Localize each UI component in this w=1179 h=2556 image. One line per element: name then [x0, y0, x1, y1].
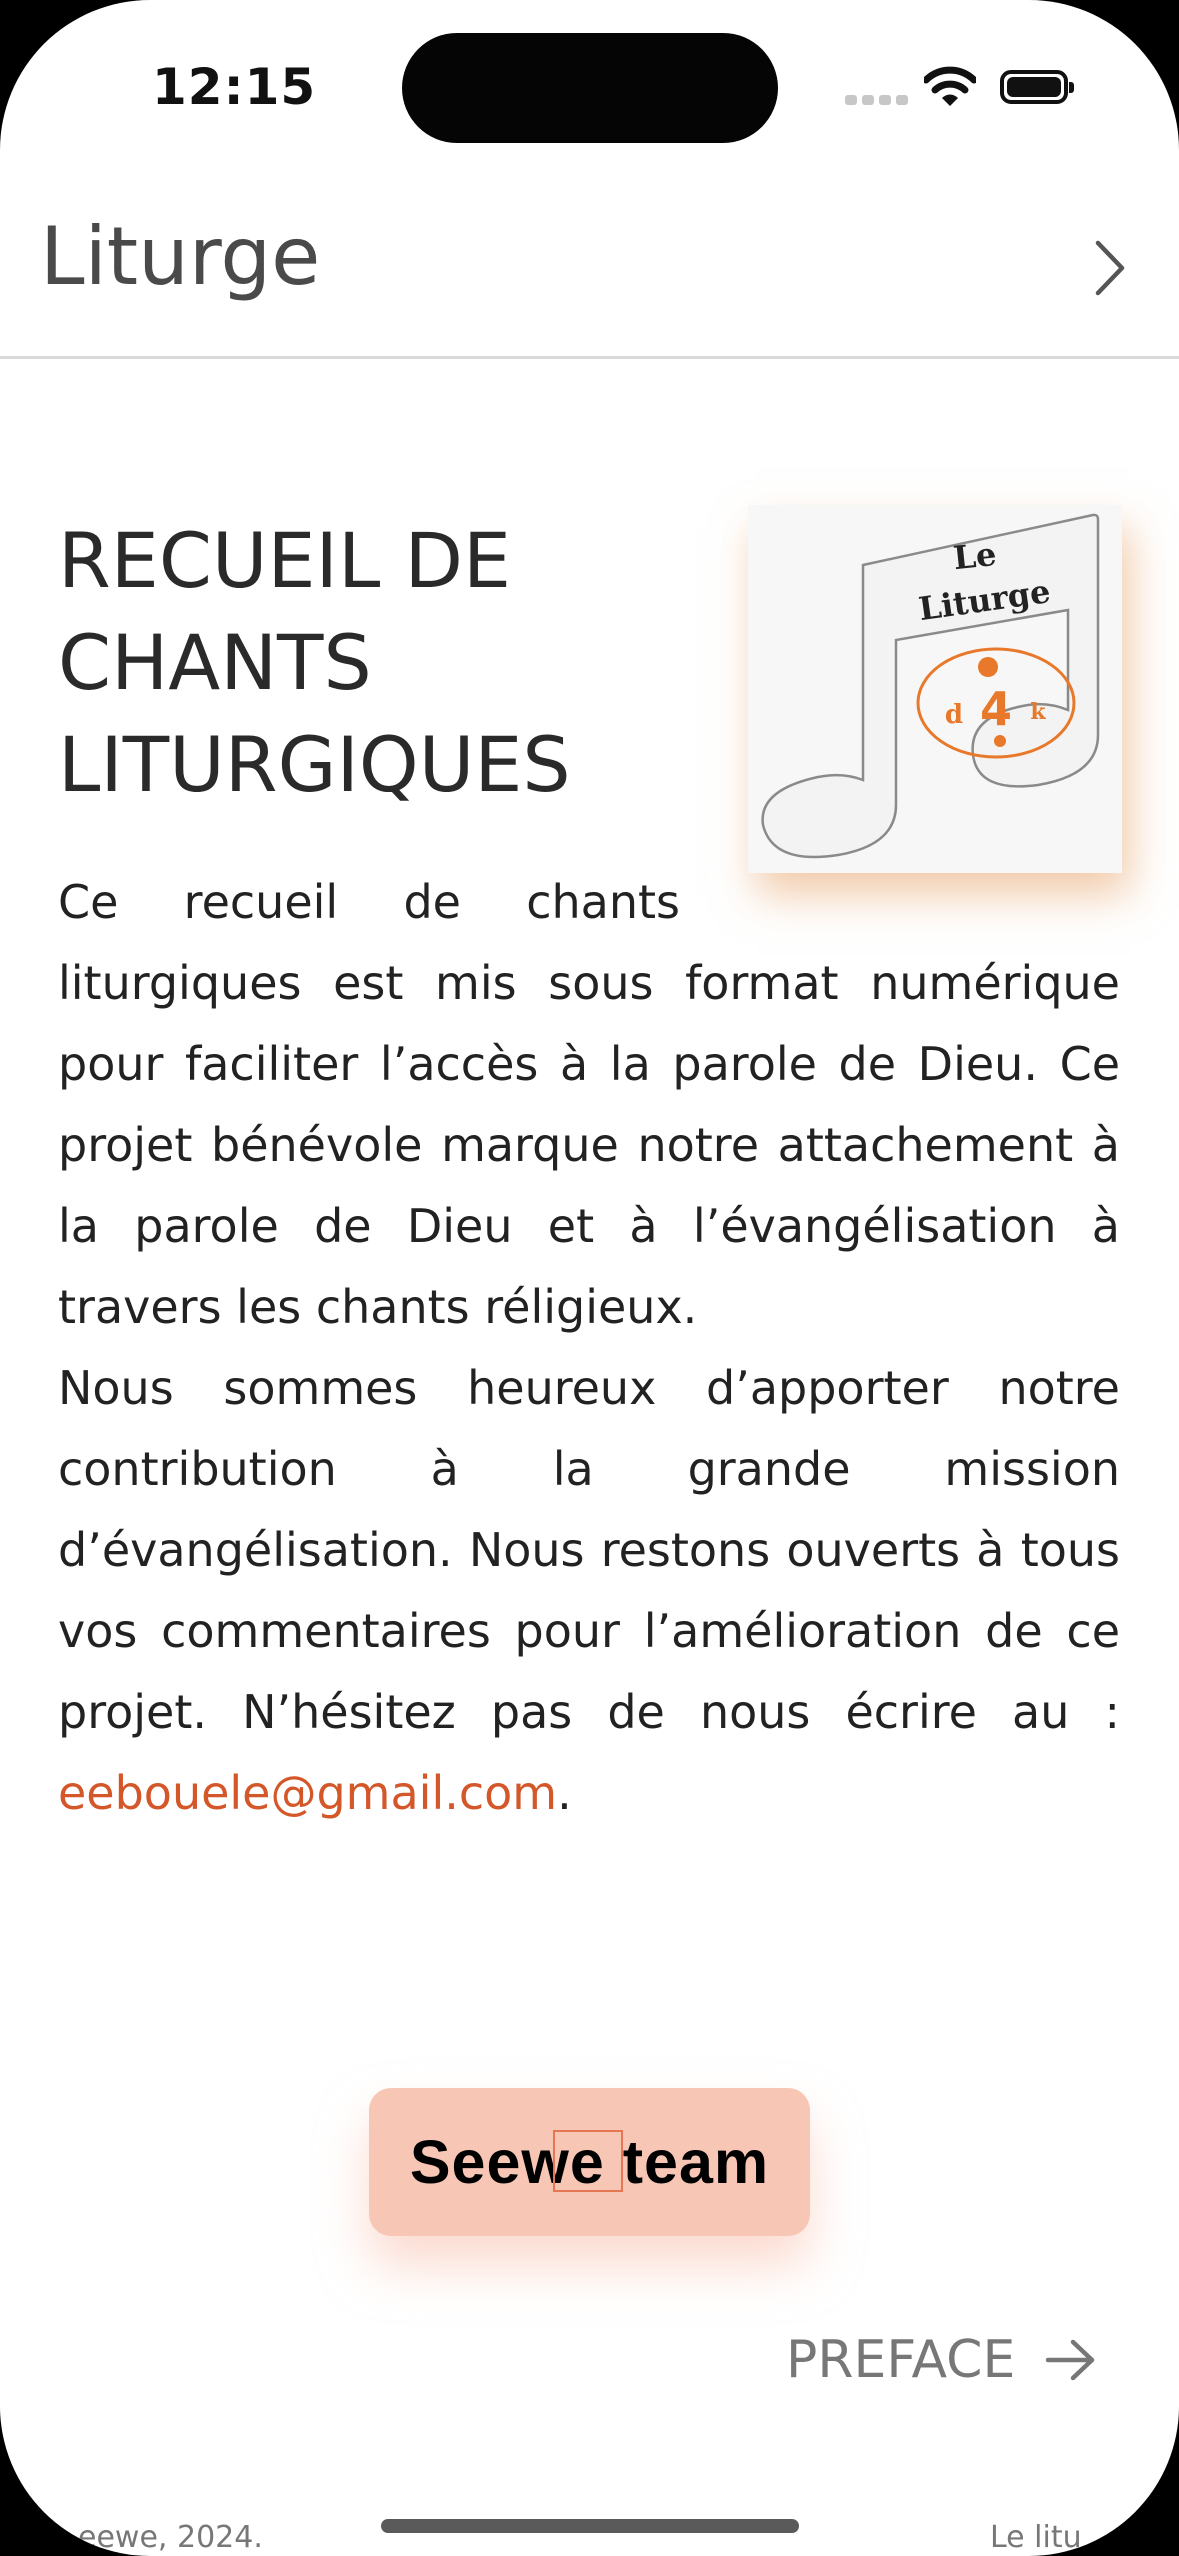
arrow-right-icon	[1045, 2338, 1097, 2382]
intro-text: Ce recueil de chants liturgiques est mis sous format numérique pour faciliter l’accès à la parole de Dieu. Ce projet bénévole marque notre attachement à la parole de Dieu et à l’évangélisation à travers les chants réligieux. Nous sommes heureux d’apporter notre contribution à la grande mission d’évangélisation. Nous restons ouverts à tous vos commentaires pour l’amélioration de ce projet. N’hésitez pas de nous écrire au : eebouele@gmail.com.	[58, 875, 1120, 1820]
wifi-icon	[924, 64, 976, 110]
next-preface-label: PREFACE	[786, 2330, 1016, 2390]
svg-text:Liturge: Liturge	[916, 572, 1053, 629]
footer-app-name: Le litu	[990, 2520, 1082, 2555]
dynamic-island	[402, 33, 778, 143]
home-indicator[interactable]	[381, 2519, 799, 2533]
liturge-logo	[748, 505, 1122, 873]
intro-paragraph-1: Ce recueil de chants liturgiques est mis sous format numérique pour faciliter l’accès à la parole de Dieu. Ce projet bénévole marque notre attachement à la parole de Dieu et à l’évangélisation à travers les chants réligieux.	[58, 875, 1120, 1334]
svg-text:4: 4	[979, 682, 1013, 736]
battery-icon	[1000, 70, 1068, 104]
heading-line: LITURGIQUES	[58, 720, 571, 809]
footer-copyright: eewe, 2024.	[78, 2520, 263, 2555]
chevron-right-icon[interactable]	[1090, 235, 1130, 301]
heading-line: CHANTS	[58, 618, 372, 707]
email-link[interactable]: eebouele@gmail.com	[58, 1766, 558, 1820]
svg-text:d: d	[944, 700, 964, 730]
app-title: Liturge	[40, 210, 321, 303]
cellular-signal-icon	[845, 95, 907, 105]
intro-paragraph-2: Nous sommes heureux d’apporter notre contribution à la grande mission d’évangélisation. Nous restons ouverts à tous vos commentaires pour l’amélioration de ce projet. N’hésitez pas de nous écrire au :	[58, 1361, 1120, 1739]
app-header	[0, 190, 1179, 359]
music-note-logo-icon	[748, 505, 1122, 873]
seewe-team-button[interactable]: Seewe team	[369, 2088, 810, 2236]
svg-text:Le: Le	[951, 534, 999, 578]
heading-line: RECUEIL DE	[58, 516, 511, 605]
next-preface-link[interactable]	[786, 2330, 1097, 2390]
svg-text:k: k	[1030, 699, 1046, 725]
text-cursor-highlight	[553, 2130, 623, 2192]
status-time: 12:15	[152, 58, 317, 116]
page-heading	[58, 510, 698, 816]
